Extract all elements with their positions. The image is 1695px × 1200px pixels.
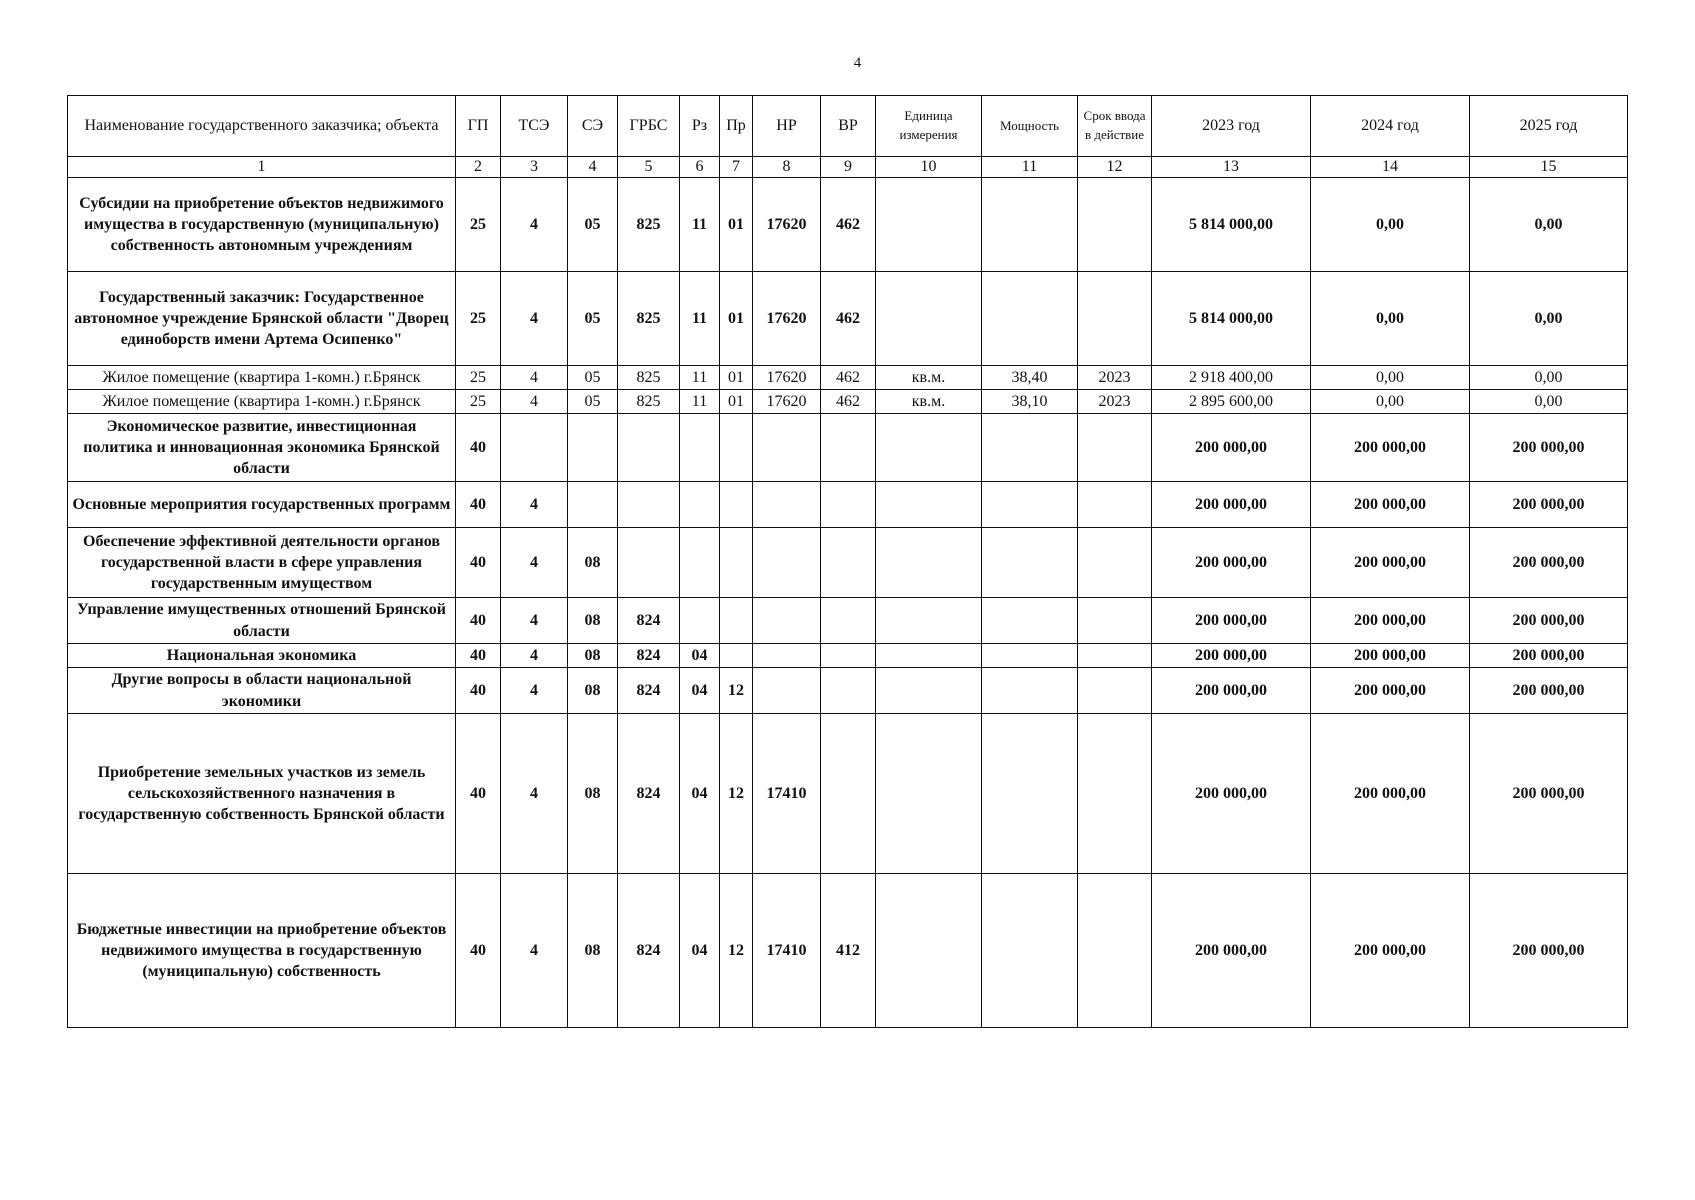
column-number: 9: [821, 157, 876, 178]
cell-gp: 25: [456, 178, 501, 272]
cell-power: [982, 528, 1078, 598]
column-number: 6: [680, 157, 720, 178]
table-body: [68, 178, 1628, 1028]
cell-grbs: 824: [618, 874, 680, 1028]
cell-tse: 4: [501, 598, 568, 644]
cell-name: Приобретение земельных участков из земель сельскохозяйственного назначения в государственную собственность Брянской области: [68, 714, 456, 874]
cell-y2025: 200 000,00: [1470, 714, 1628, 874]
cell-power: [982, 668, 1078, 714]
header-nr: НР: [753, 96, 821, 157]
cell-rz: 11: [680, 178, 720, 272]
header-tse: ТСЭ: [501, 96, 568, 157]
table-row: [68, 644, 1628, 668]
header-2025: 2025 год: [1470, 96, 1628, 157]
cell-y2025: 0,00: [1470, 272, 1628, 366]
cell-name: Жилое помещение (квартира 1-комн.) г.Брянск: [68, 390, 456, 414]
cell-y2023: 5 814 000,00: [1152, 272, 1311, 366]
cell-rz: 04: [680, 874, 720, 1028]
cell-gp: 40: [456, 414, 501, 482]
cell-unit: [876, 414, 982, 482]
cell-tse: 4: [501, 482, 568, 528]
cell-unit: [876, 272, 982, 366]
cell-y2024: 0,00: [1311, 178, 1470, 272]
cell-se: 08: [568, 874, 618, 1028]
cell-y2024: 200 000,00: [1311, 668, 1470, 714]
cell-tse: 4: [501, 178, 568, 272]
header-2023: 2023 год: [1152, 96, 1311, 157]
table-row: [68, 390, 1628, 414]
header-unit: Единица измерения: [876, 96, 982, 157]
cell-power: [982, 598, 1078, 644]
cell-unit: [876, 714, 982, 874]
cell-nr: [753, 644, 821, 668]
cell-name: Обеспечение эффективной деятельности органов государственной власти в сфере управления государственным имуществом: [68, 528, 456, 598]
cell-y2025: 200 000,00: [1470, 528, 1628, 598]
cell-power: [982, 644, 1078, 668]
cell-name: Управление имущественных отношений Брянской области: [68, 598, 456, 644]
cell-vr: 462: [821, 390, 876, 414]
cell-se: 05: [568, 178, 618, 272]
cell-y2023: 200 000,00: [1152, 528, 1311, 598]
cell-power: [982, 482, 1078, 528]
header-rz: Рз: [680, 96, 720, 157]
cell-term: 2023: [1078, 390, 1152, 414]
cell-rz: 11: [680, 366, 720, 390]
cell-power: [982, 874, 1078, 1028]
cell-pr: 12: [720, 714, 753, 874]
column-number: 5: [618, 157, 680, 178]
cell-vr: 462: [821, 366, 876, 390]
cell-nr: 17620: [753, 390, 821, 414]
cell-y2025: 0,00: [1470, 366, 1628, 390]
cell-pr: [720, 482, 753, 528]
cell-rz: 04: [680, 714, 720, 874]
cell-tse: [501, 414, 568, 482]
cell-y2024: 0,00: [1311, 390, 1470, 414]
cell-rz: 11: [680, 390, 720, 414]
cell-unit: кв.м.: [876, 366, 982, 390]
cell-rz: 04: [680, 668, 720, 714]
cell-grbs: 825: [618, 390, 680, 414]
cell-y2024: 200 000,00: [1311, 644, 1470, 668]
cell-y2025: 200 000,00: [1470, 598, 1628, 644]
cell-nr: 17410: [753, 874, 821, 1028]
cell-y2023: 200 000,00: [1152, 874, 1311, 1028]
cell-nr: 17410: [753, 714, 821, 874]
table-row: [68, 482, 1628, 528]
cell-nr: [753, 482, 821, 528]
cell-se: 05: [568, 272, 618, 366]
cell-tse: 4: [501, 528, 568, 598]
cell-term: [1078, 598, 1152, 644]
cell-name: Жилое помещение (квартира 1-комн.) г.Брянск: [68, 366, 456, 390]
cell-tse: 4: [501, 272, 568, 366]
cell-grbs: 824: [618, 668, 680, 714]
cell-y2025: 0,00: [1470, 390, 1628, 414]
header-name: Наименование государственного заказчика; объекта: [68, 96, 456, 157]
cell-gp: 40: [456, 668, 501, 714]
cell-term: [1078, 644, 1152, 668]
cell-gp: 40: [456, 714, 501, 874]
cell-grbs: 824: [618, 598, 680, 644]
cell-pr: 01: [720, 178, 753, 272]
cell-y2024: 200 000,00: [1311, 598, 1470, 644]
cell-rz: 11: [680, 272, 720, 366]
cell-name: Государственный заказчик: Государственное автономное учреждение Брянской области "Дворец единоборств имени Артема Осипенко": [68, 272, 456, 366]
cell-vr: [821, 482, 876, 528]
column-number: 13: [1152, 157, 1311, 178]
column-number: 10: [876, 157, 982, 178]
cell-term: [1078, 528, 1152, 598]
cell-vr: [821, 668, 876, 714]
table-row: [68, 414, 1628, 482]
cell-term: [1078, 272, 1152, 366]
cell-power: [982, 714, 1078, 874]
column-number: 12: [1078, 157, 1152, 178]
cell-y2024: 200 000,00: [1311, 874, 1470, 1028]
cell-name: Экономическое развитие, инвестиционная политика и инновационная экономика Брянской области: [68, 414, 456, 482]
cell-unit: [876, 482, 982, 528]
column-number: 3: [501, 157, 568, 178]
cell-power: [982, 414, 1078, 482]
header-2024: 2024 год: [1311, 96, 1470, 157]
table-row: [68, 178, 1628, 272]
cell-se: 08: [568, 528, 618, 598]
cell-nr: [753, 668, 821, 714]
header-pr: Пр: [720, 96, 753, 157]
page-number: 4: [853, 55, 862, 71]
cell-power: 38,40: [982, 366, 1078, 390]
cell-nr: [753, 528, 821, 598]
cell-y2023: 2 918 400,00: [1152, 366, 1311, 390]
table-row: [68, 714, 1628, 874]
cell-gp: 25: [456, 390, 501, 414]
cell-rz: 04: [680, 644, 720, 668]
cell-unit: [876, 874, 982, 1028]
cell-y2023: 200 000,00: [1152, 482, 1311, 528]
cell-y2024: 200 000,00: [1311, 528, 1470, 598]
header-se: СЭ: [568, 96, 618, 157]
cell-y2024: 0,00: [1311, 366, 1470, 390]
cell-name: Национальная экономика: [68, 644, 456, 668]
cell-y2023: 5 814 000,00: [1152, 178, 1311, 272]
cell-power: [982, 178, 1078, 272]
cell-se: 05: [568, 366, 618, 390]
cell-y2024: 200 000,00: [1311, 414, 1470, 482]
cell-nr: 17620: [753, 272, 821, 366]
cell-se: [568, 414, 618, 482]
cell-tse: 4: [501, 644, 568, 668]
cell-gp: 40: [456, 644, 501, 668]
cell-y2025: 200 000,00: [1470, 482, 1628, 528]
cell-y2025: 200 000,00: [1470, 668, 1628, 714]
cell-gp: 40: [456, 482, 501, 528]
cell-grbs: [618, 414, 680, 482]
header-row: [68, 96, 1628, 157]
cell-grbs: [618, 528, 680, 598]
cell-pr: 12: [720, 668, 753, 714]
cell-pr: [720, 528, 753, 598]
cell-term: [1078, 714, 1152, 874]
investment-table: [67, 95, 1628, 1028]
cell-se: 08: [568, 668, 618, 714]
cell-y2023: 200 000,00: [1152, 714, 1311, 874]
cell-term: [1078, 874, 1152, 1028]
cell-name: Основные мероприятия государственных программ: [68, 482, 456, 528]
cell-rz: [680, 482, 720, 528]
cell-nr: 17620: [753, 178, 821, 272]
cell-tse: 4: [501, 714, 568, 874]
cell-vr: [821, 598, 876, 644]
cell-nr: [753, 414, 821, 482]
cell-y2024: 200 000,00: [1311, 482, 1470, 528]
cell-grbs: [618, 482, 680, 528]
column-number: 7: [720, 157, 753, 178]
cell-y2024: 200 000,00: [1311, 714, 1470, 874]
cell-pr: [720, 644, 753, 668]
header-term: Срок ввода в действие: [1078, 96, 1152, 157]
cell-vr: [821, 414, 876, 482]
column-number: 8: [753, 157, 821, 178]
header-power: Мощность: [982, 96, 1078, 157]
cell-tse: 4: [501, 390, 568, 414]
cell-y2025: 200 000,00: [1470, 874, 1628, 1028]
cell-tse: 4: [501, 874, 568, 1028]
cell-vr: [821, 644, 876, 668]
cell-grbs: 824: [618, 714, 680, 874]
cell-se: [568, 482, 618, 528]
cell-rz: [680, 598, 720, 644]
cell-y2023: 200 000,00: [1152, 668, 1311, 714]
cell-nr: 17620: [753, 366, 821, 390]
cell-pr: 01: [720, 366, 753, 390]
cell-rz: [680, 528, 720, 598]
cell-tse: 4: [501, 668, 568, 714]
header-gp: ГП: [456, 96, 501, 157]
cell-unit: [876, 644, 982, 668]
cell-grbs: 825: [618, 178, 680, 272]
cell-gp: 25: [456, 272, 501, 366]
table-row: [68, 874, 1628, 1028]
cell-grbs: 825: [618, 272, 680, 366]
cell-pr: 01: [720, 390, 753, 414]
cell-se: 08: [568, 714, 618, 874]
cell-y2025: 200 000,00: [1470, 414, 1628, 482]
cell-nr: [753, 598, 821, 644]
cell-unit: [876, 598, 982, 644]
column-number: 14: [1311, 157, 1470, 178]
cell-unit: [876, 668, 982, 714]
cell-term: [1078, 178, 1152, 272]
table-row: [68, 366, 1628, 390]
cell-grbs: 825: [618, 366, 680, 390]
cell-name: Субсидии на приобретение объектов недвижимого имущества в государственную (муниципальную) собственность автономным учреждениям: [68, 178, 456, 272]
table-row: [68, 598, 1628, 644]
cell-name: Другие вопросы в области национальной экономики: [68, 668, 456, 714]
cell-power: [982, 272, 1078, 366]
cell-vr: 412: [821, 874, 876, 1028]
header-vr: ВР: [821, 96, 876, 157]
header-grbs: ГРБС: [618, 96, 680, 157]
column-number-row: [68, 157, 1628, 178]
table-row: [68, 272, 1628, 366]
cell-tse: 4: [501, 366, 568, 390]
column-number: 2: [456, 157, 501, 178]
column-number: 4: [568, 157, 618, 178]
cell-vr: 462: [821, 178, 876, 272]
cell-pr: 12: [720, 874, 753, 1028]
cell-y2023: 2 895 600,00: [1152, 390, 1311, 414]
column-number: 1: [68, 157, 456, 178]
cell-vr: 462: [821, 272, 876, 366]
cell-pr: [720, 414, 753, 482]
cell-unit: [876, 528, 982, 598]
cell-grbs: 824: [618, 644, 680, 668]
cell-gp: 25: [456, 366, 501, 390]
column-number: 11: [982, 157, 1078, 178]
cell-y2023: 200 000,00: [1152, 644, 1311, 668]
table-row: [68, 528, 1628, 598]
cell-rz: [680, 414, 720, 482]
cell-gp: 40: [456, 528, 501, 598]
cell-unit: кв.м.: [876, 390, 982, 414]
cell-se: 08: [568, 644, 618, 668]
cell-vr: [821, 714, 876, 874]
cell-vr: [821, 528, 876, 598]
cell-unit: [876, 178, 982, 272]
cell-y2023: 200 000,00: [1152, 414, 1311, 482]
cell-power: 38,10: [982, 390, 1078, 414]
table-row: [68, 668, 1628, 714]
cell-gp: 40: [456, 598, 501, 644]
cell-term: [1078, 482, 1152, 528]
cell-se: 08: [568, 598, 618, 644]
cell-pr: 01: [720, 272, 753, 366]
cell-gp: 40: [456, 874, 501, 1028]
column-number: 15: [1470, 157, 1628, 178]
cell-term: [1078, 668, 1152, 714]
cell-name: Бюджетные инвестиции на приобретение объектов недвижимого имущества в государственную (муниципальную) собственность: [68, 874, 456, 1028]
cell-y2023: 200 000,00: [1152, 598, 1311, 644]
cell-term: 2023: [1078, 366, 1152, 390]
cell-y2025: 200 000,00: [1470, 644, 1628, 668]
cell-term: [1078, 414, 1152, 482]
cell-y2024: 0,00: [1311, 272, 1470, 366]
cell-pr: [720, 598, 753, 644]
cell-se: 05: [568, 390, 618, 414]
cell-y2025: 0,00: [1470, 178, 1628, 272]
